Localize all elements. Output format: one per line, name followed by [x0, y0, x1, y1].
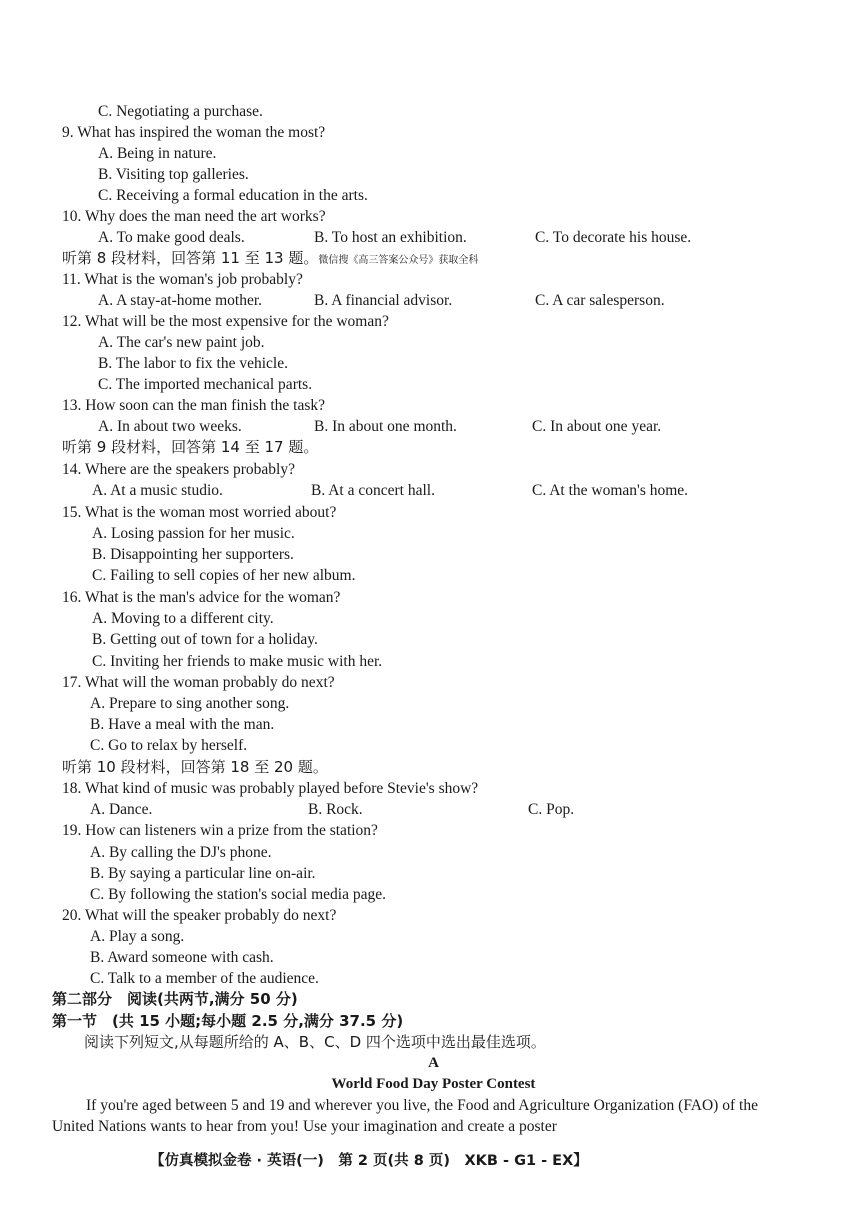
q10-option-b: B. To host an exhibition.	[314, 229, 467, 246]
q13-option-b: B. In about one month.	[314, 418, 457, 435]
q12-option-a: A. The car's new paint job.	[98, 334, 265, 351]
q16-option-b: B. Getting out of town for a holiday.	[92, 631, 318, 648]
q20-option-c: C. Talk to a member of the audience.	[90, 970, 319, 987]
q13-question: 13. How soon can the man finish the task?	[62, 397, 326, 414]
q11-question: 11. What is the woman's job probably?	[62, 271, 303, 288]
q19-option-a: A. By calling the DJ's phone.	[90, 844, 272, 861]
section-8-heading	[62, 248, 478, 269]
q14-option-a: A. At a music studio.	[92, 482, 223, 499]
section-10-heading: 听第 10 段材料，回答第 18 至 20 题。	[62, 758, 328, 776]
q17-option-b: B. Have a meal with the man.	[90, 716, 275, 733]
q9-option-a: A. Being in nature.	[98, 145, 217, 162]
q20-question: 20. What will the speaker probably do next?	[62, 907, 337, 924]
part-2-section-1: 第一节 (共 15 小题;每小题 2.5 分,满分 37.5 分)	[52, 1012, 404, 1030]
q19-question: 19. How can listeners win a prize from the station?	[62, 822, 378, 839]
q20-option-a: A. Play a song.	[90, 928, 185, 945]
q9-option-b: B. Visiting top galleries.	[98, 166, 249, 183]
q16-option-a: A. Moving to a different city.	[92, 610, 274, 627]
q10-question: 10. Why does the man need the art works?	[62, 208, 326, 225]
q11-option-a: A. A stay-at-home mother.	[98, 292, 263, 309]
q18-option-b: B. Rock.	[308, 801, 363, 818]
q17-option-a: A. Prepare to sing another song.	[90, 695, 290, 712]
q14-option-b: B. At a concert hall.	[311, 482, 435, 499]
q15-option-b: B. Disappointing her supporters.	[92, 546, 294, 563]
q14-option-c: C. At the woman's home.	[532, 482, 689, 499]
q17-question: 17. What will the woman probably do next?	[62, 674, 335, 691]
part-2-instruction: 阅读下列短文,从每题所给的 A、B、C、D 四个选项中选出最佳选项。	[84, 1033, 546, 1051]
q10-option-c: C. To decorate his house.	[535, 229, 692, 246]
q9-option-c: C. Receiving a formal education in the arts.	[98, 187, 368, 204]
q11-option-b: B. A financial advisor.	[314, 292, 453, 309]
q15-option-a: A. Losing passion for her music.	[92, 525, 295, 542]
q12-question: 12. What will be the most expensive for the woman?	[62, 313, 389, 330]
q14-question: 14. Where are the speakers probably?	[62, 461, 295, 478]
q12-option-c: C. The imported mechanical parts.	[98, 376, 313, 393]
q13-option-a: A. In about two weeks.	[98, 418, 242, 435]
section-9-heading: 听第 9 段材料，回答第 14 至 17 题。	[62, 438, 319, 456]
q9-question: 9. What has inspired the woman the most?	[62, 124, 326, 141]
watermark-note: 微信搜《高三答案公众号》获取全科	[318, 255, 479, 266]
q16-option-c: C. Inviting her friends to make music with her.	[92, 653, 383, 670]
q11-option-c: C. A car salesperson.	[535, 292, 665, 309]
q18-question: 18. What kind of music was probably played before Stevie's show?	[62, 780, 479, 797]
part-2-heading: 第二部分 阅读(共两节,满分 50 分)	[52, 990, 298, 1008]
q10-option-a: A. To make good deals.	[98, 229, 245, 246]
q13-option-c: C. In about one year.	[532, 418, 662, 435]
q8-option-c: C. Negotiating a purchase.	[98, 103, 263, 120]
q17-option-c: C. Go to relax by herself.	[90, 737, 248, 754]
passage-letter: A	[428, 1055, 439, 1071]
q19-option-b: B. By saying a particular line on-air.	[90, 865, 316, 882]
q16-question: 16. What is the man's advice for the woman?	[62, 589, 341, 606]
passage-title: World Food Day Poster Contest	[331, 1076, 536, 1092]
q15-option-c: C. Failing to sell copies of her new album.	[92, 567, 356, 584]
q20-option-b: B. Award someone with cash.	[90, 949, 274, 966]
q18-option-a: A. Dance.	[90, 801, 153, 818]
q18-option-c: C. Pop.	[528, 801, 575, 818]
q19-option-c: C. By following the station's social media page.	[90, 886, 386, 903]
page-footer: 【仿真模拟金卷 · 英语(一) 第 2 页(共 8 页) XKB - G1 - EX】	[150, 1153, 588, 1169]
q12-option-b: B. The labor to fix the vehicle.	[98, 355, 288, 372]
passage-text: If you're aged between 5 and 19 and wherever you live, the Food and Agriculture Organization (FAO) of the United Nations wants to hear from you! Use your imagination and create a poster	[52, 1097, 758, 1135]
q15-question: 15. What is the woman most worried about?	[62, 504, 337, 521]
section-8-heading-text: 听第 8 段材料，回答第 11 至 13 题。	[62, 249, 319, 267]
